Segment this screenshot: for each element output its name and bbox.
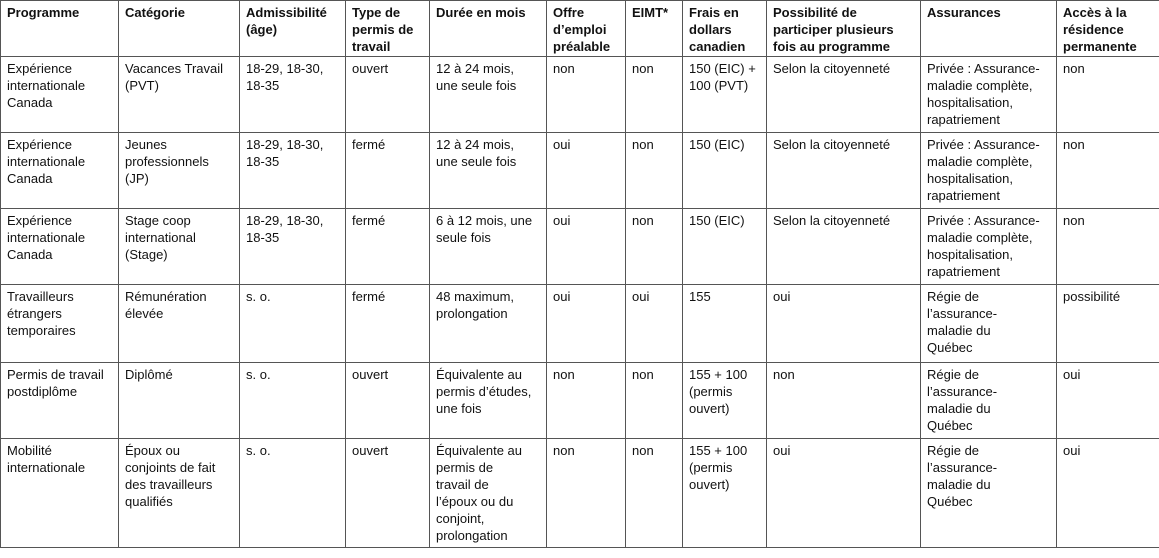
cell-line: (permis [689, 384, 733, 399]
cell-line: 155 + 100 [689, 367, 748, 382]
cell-duree [430, 133, 547, 209]
cell-line: non [553, 443, 575, 458]
cell-line: Travailleurs [7, 289, 74, 304]
cell-line: travail de [436, 477, 489, 492]
cell-categorie [119, 57, 240, 133]
cell-line: une seule fois [436, 78, 517, 93]
cell-line: Époux ou [125, 443, 180, 458]
cell-line: maladie complète, [927, 78, 1033, 93]
cell-programme [1, 57, 119, 133]
cell-line: Canada [7, 171, 53, 186]
cell-line: non [632, 213, 654, 228]
cell-line: rapatriement [927, 264, 1000, 279]
cell-line: élevée [125, 306, 164, 321]
cell-line: Rémunération [125, 289, 207, 304]
cell-line: Expérience [7, 61, 73, 76]
cell-assurances [921, 439, 1057, 548]
cell-line: oui [1063, 367, 1081, 382]
cell-offre-emploi [547, 209, 626, 285]
cell-line: maladie du [927, 477, 991, 492]
cell-line: permis de [436, 460, 494, 475]
cell-admissibilite [240, 57, 346, 133]
cell-residence [1057, 133, 1159, 209]
cell-offre-emploi [547, 439, 626, 548]
header-type-permis: Type de permis de travail [346, 1, 430, 57]
cell-line: (PVT) [125, 78, 159, 93]
cell-line: (Stage) [125, 247, 168, 262]
cell-type-permis [346, 57, 430, 133]
cell-admissibilite [240, 133, 346, 209]
cell-line: seule fois [436, 230, 491, 245]
cell-line: non [553, 367, 575, 382]
cell-duree [430, 363, 547, 439]
cell-categorie [119, 285, 240, 363]
cell-line: une seule fois [436, 154, 517, 169]
cell-duree [430, 57, 547, 133]
cell-line: hospitalisation, [927, 171, 1013, 186]
cell-offre-emploi [547, 133, 626, 209]
header-categorie: Catégorie [119, 1, 240, 57]
cell-line: internationale [7, 154, 86, 169]
cell-line: non [773, 367, 795, 382]
cell-eimt [626, 285, 683, 363]
cell-line: l’époux ou du [436, 494, 514, 509]
cell-categorie [119, 439, 240, 548]
cell-assurances [921, 209, 1057, 285]
cell-line: étrangers [7, 306, 62, 321]
cell-possibilite [767, 57, 921, 133]
cell-line: maladie du [927, 323, 991, 338]
cell-line: non [1063, 137, 1085, 152]
cell-line: oui [773, 289, 791, 304]
cell-frais [683, 285, 767, 363]
cell-line: 100 (PVT) [689, 78, 749, 93]
cell-offre-emploi [547, 363, 626, 439]
cell-line: oui [553, 137, 571, 152]
cell-line: 150 (EIC) + [689, 61, 756, 76]
cell-line: non [632, 61, 654, 76]
cell-line: l’assurance- [927, 460, 998, 475]
cell-line: prolongation [436, 306, 508, 321]
cell-line: fermé [352, 213, 386, 228]
cell-line: 150 (EIC) [689, 213, 745, 228]
cell-line: Selon la citoyenneté [773, 137, 891, 152]
cell-line: maladie complète, [927, 154, 1033, 169]
cell-line: Régie de [927, 443, 980, 458]
cell-possibilite [767, 285, 921, 363]
cell-categorie [119, 209, 240, 285]
header-residence: Accès à la résidence permanente [1057, 1, 1159, 57]
cell-duree [430, 439, 547, 548]
cell-line: Privée : Assurance- [927, 213, 1040, 228]
table-row [1, 57, 1159, 133]
cell-line: 6 à 12 mois, une [436, 213, 533, 228]
table-row [1, 285, 1159, 363]
cell-frais [683, 133, 767, 209]
cell-line: Québec [927, 340, 973, 355]
cell-line: maladie du [927, 401, 991, 416]
cell-line: rapatriement [927, 112, 1000, 127]
cell-categorie [119, 363, 240, 439]
cell-line: oui [553, 213, 571, 228]
header-row [1, 1, 1159, 57]
cell-line: Régie de [927, 289, 980, 304]
cell-line: (permis [689, 460, 733, 475]
cell-line: hospitalisation, [927, 247, 1013, 262]
cell-type-permis [346, 363, 430, 439]
cell-line: s. o. [246, 443, 271, 458]
cell-programme [1, 439, 119, 548]
cell-programme [1, 285, 119, 363]
cell-frais [683, 57, 767, 133]
header-offre-emploi: Offre d’emploi préalable [547, 1, 626, 57]
cell-assurances [921, 133, 1057, 209]
cell-possibilite [767, 363, 921, 439]
cell-line: Équivalente au [436, 443, 523, 458]
cell-eimt [626, 57, 683, 133]
cell-line: conjoint, [436, 511, 485, 526]
cell-line: ouvert) [689, 477, 730, 492]
header-eimt: EIMT* [626, 1, 683, 57]
cell-line: Diplômé [125, 367, 173, 382]
cell-line: une fois [436, 401, 482, 416]
header-possibilite: Possibilité de participer plusieurs fois au programme [767, 1, 921, 57]
cell-line: rapatriement [927, 188, 1000, 203]
cell-line: 18-29, 18-30, [246, 61, 324, 76]
cell-line: international [125, 230, 196, 245]
cell-residence [1057, 285, 1159, 363]
cell-line: Selon la citoyenneté [773, 213, 891, 228]
cell-admissibilite [240, 363, 346, 439]
cell-residence [1057, 209, 1159, 285]
cell-type-permis [346, 439, 430, 548]
cell-admissibilite [240, 285, 346, 363]
cell-line: oui [632, 289, 650, 304]
cell-line: s. o. [246, 367, 271, 382]
cell-line: internationale [7, 460, 86, 475]
cell-line: Québec [927, 494, 973, 509]
cell-line: Jeunes [125, 137, 167, 152]
cell-categorie [119, 133, 240, 209]
cell-line: postdiplôme [7, 384, 78, 399]
cell-frais [683, 363, 767, 439]
cell-line: Québec [927, 418, 973, 433]
cell-eimt [626, 133, 683, 209]
header-duree: Durée en mois [430, 1, 547, 57]
cell-possibilite [767, 133, 921, 209]
header-programme: Programme [1, 1, 119, 57]
cell-residence [1057, 57, 1159, 133]
header-admissibilite: Admissibilité (âge) [240, 1, 346, 57]
cell-eimt [626, 209, 683, 285]
cell-residence [1057, 363, 1159, 439]
cell-admissibilite [240, 439, 346, 548]
cell-duree [430, 209, 547, 285]
cell-line: fermé [352, 137, 386, 152]
cell-line: ouvert [352, 61, 389, 76]
cell-offre-emploi [547, 285, 626, 363]
cell-assurances [921, 285, 1057, 363]
cell-line: professionnels [125, 154, 209, 169]
cell-line: internationale [7, 78, 86, 93]
cell-frais [683, 209, 767, 285]
cell-line: Stage coop [125, 213, 191, 228]
cell-line: oui [1063, 443, 1081, 458]
cell-line: Équivalente au [436, 367, 523, 382]
cell-line: conjoints de fait [125, 460, 216, 475]
cell-line: Privée : Assurance- [927, 137, 1040, 152]
cell-line: Permis de travail [7, 367, 104, 382]
cell-type-permis [346, 133, 430, 209]
cell-line: temporaires [7, 323, 76, 338]
table-row [1, 363, 1159, 439]
cell-line: Mobilité [7, 443, 52, 458]
table-row [1, 133, 1159, 209]
header-assurances: Assurances [921, 1, 1057, 57]
cell-line: ouvert [352, 367, 389, 382]
cell-line: 155 [689, 289, 711, 304]
cell-type-permis [346, 209, 430, 285]
cell-line: non [1063, 61, 1085, 76]
cell-line: Expérience [7, 137, 73, 152]
cell-line: non [553, 61, 575, 76]
cell-line: ouvert) [689, 401, 730, 416]
cell-line: l’assurance- [927, 384, 998, 399]
cell-residence [1057, 439, 1159, 548]
cell-line: permis d’études, [436, 384, 532, 399]
cell-line: des travailleurs [125, 477, 213, 492]
cell-line: prolongation [436, 528, 508, 543]
cell-eimt [626, 439, 683, 548]
cell-line: 12 à 24 mois, [436, 137, 515, 152]
cell-programme [1, 209, 119, 285]
cell-line: 48 maximum, [436, 289, 515, 304]
cell-line: 155 + 100 [689, 443, 748, 458]
cell-line: 18-35 [246, 154, 280, 169]
cell-line: non [632, 367, 654, 382]
cell-duree [430, 285, 547, 363]
cell-line: oui [773, 443, 791, 458]
cell-line: internationale [7, 230, 86, 245]
cell-assurances [921, 363, 1057, 439]
cell-type-permis [346, 285, 430, 363]
cell-line: Privée : Assurance- [927, 61, 1040, 76]
cell-line: non [632, 443, 654, 458]
cell-line: Expérience [7, 213, 73, 228]
cell-assurances [921, 57, 1057, 133]
cell-line: l’assurance- [927, 306, 998, 321]
cell-line: oui [553, 289, 571, 304]
cell-line: Canada [7, 247, 53, 262]
cell-frais [683, 439, 767, 548]
cell-programme [1, 133, 119, 209]
table-row [1, 209, 1159, 285]
cell-offre-emploi [547, 57, 626, 133]
cell-line: 18-29, 18-30, [246, 137, 324, 152]
cell-line: 18-29, 18-30, [246, 213, 324, 228]
cell-line: s. o. [246, 289, 271, 304]
cell-line: non [1063, 213, 1085, 228]
cell-line: (JP) [125, 171, 149, 186]
cell-line: maladie complète, [927, 230, 1033, 245]
cell-line: Selon la citoyenneté [773, 61, 891, 76]
cell-admissibilite [240, 209, 346, 285]
table-row [1, 439, 1159, 548]
cell-line: possibilité [1063, 289, 1121, 304]
header-frais: Frais en dollars canadien [683, 1, 767, 57]
cell-line: non [632, 137, 654, 152]
cell-line: qualifiés [125, 494, 173, 509]
cell-line: hospitalisation, [927, 95, 1013, 110]
cell-line: 18-35 [246, 78, 280, 93]
cell-line: 150 (EIC) [689, 137, 745, 152]
cell-line: fermé [352, 289, 386, 304]
cell-programme [1, 363, 119, 439]
cell-line: 18-35 [246, 230, 280, 245]
cell-possibilite [767, 439, 921, 548]
cell-line: ouvert [352, 443, 389, 458]
cell-line: 12 à 24 mois, [436, 61, 515, 76]
cell-line: Régie de [927, 367, 980, 382]
cell-line: Vacances Travail [125, 61, 224, 76]
cell-eimt [626, 363, 683, 439]
cell-possibilite [767, 209, 921, 285]
cell-line: Canada [7, 95, 53, 110]
